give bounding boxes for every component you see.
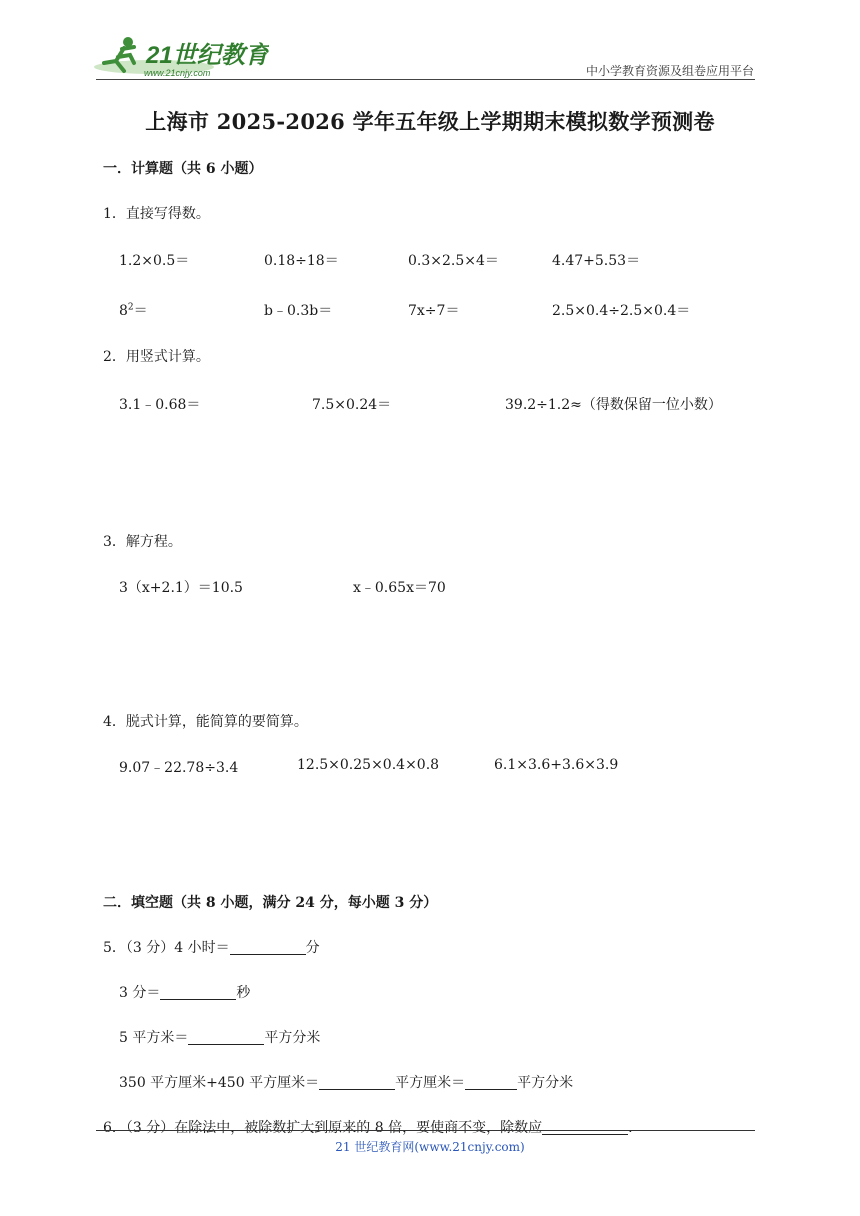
fill-blank-line: 5．（3 分）4 小时＝ 分 <box>103 940 320 956</box>
header-divider <box>96 79 755 80</box>
logo-text: 21世纪教育 <box>146 42 269 69</box>
section-heading: 一．计算题（共 6 小题） <box>103 161 263 177</box>
answer-blank[interactable] <box>465 1075 517 1090</box>
calc-item: b﹣0.3b＝ <box>264 303 333 319</box>
runner-logo-icon <box>94 33 269 79</box>
answer-blank[interactable] <box>230 940 306 955</box>
calc-item: 1.2×0.5＝ <box>119 253 190 269</box>
equation-item: x﹣0.65x＝70 <box>353 580 446 596</box>
answer-blank[interactable] <box>160 985 236 1000</box>
calc-item: 0.18÷18＝ <box>264 253 339 269</box>
logo-subtext: www.21cnjy.com <box>144 68 211 78</box>
fill-blank-line: 3 分＝ 秒 <box>119 985 251 1001</box>
calc-item: 6.1×3.6+3.6×3.9 <box>494 757 619 773</box>
answer-blank[interactable] <box>188 1030 264 1045</box>
question-stem: 3．解方程。 <box>103 534 182 550</box>
section-heading: 二．填空题（共 8 小题，满分 24 分，每小题 3 分） <box>103 895 438 911</box>
question-stem: 1．直接写得数。 <box>103 206 210 222</box>
calc-item: 39.2÷1.2≈（得数保留一位小数） <box>505 397 722 413</box>
calc-item: 9.07﹣22.78÷3.4 <box>119 760 239 776</box>
calc-item: 2.5×0.4÷2.5×0.4＝ <box>552 303 691 319</box>
footer-link[interactable]: 21 世纪教育网(www.21cnjy.com) <box>335 1140 525 1154</box>
equation-item: 3（x+2.1）＝10.5 <box>119 580 243 596</box>
calc-item: $8^2=$ <box>119 302 148 319</box>
calc-item: 7x÷7＝ <box>408 303 460 319</box>
fill-blank-line: 6．（3 分）在除法中，被除数扩大到原来的 8 倍，要使商不变，除数应 . <box>103 1120 633 1136</box>
fill-blank-line: 350 平方厘米+450 平方厘米＝ 平方厘米＝ 平方分米 <box>119 1075 574 1091</box>
calc-item: 7.5×0.24＝ <box>312 397 392 413</box>
question-stem: 4．脱式计算，能简算的要简算。 <box>103 714 308 730</box>
page-title: 上海市 2025-2026 学年五年级上学期期末模拟数学预测卷 <box>145 109 715 134</box>
footer-divider <box>96 1130 755 1131</box>
calc-item: 3.1﹣0.68＝ <box>119 397 201 413</box>
answer-blank[interactable] <box>542 1120 628 1135</box>
site-logo <box>94 33 269 79</box>
calc-item: 4.47+5.53＝ <box>552 253 641 269</box>
question-stem: 2．用竖式计算。 <box>103 349 210 365</box>
calc-item: 0.3×2.5×4＝ <box>408 253 499 269</box>
fill-blank-line: 5 平方米＝ 平方分米 <box>119 1030 321 1046</box>
platform-name: 中小学教育资源及组卷应用平台 <box>585 64 754 78</box>
calc-item: 12.5×0.25×0.4×0.8 <box>297 757 440 773</box>
answer-blank[interactable] <box>319 1075 395 1090</box>
